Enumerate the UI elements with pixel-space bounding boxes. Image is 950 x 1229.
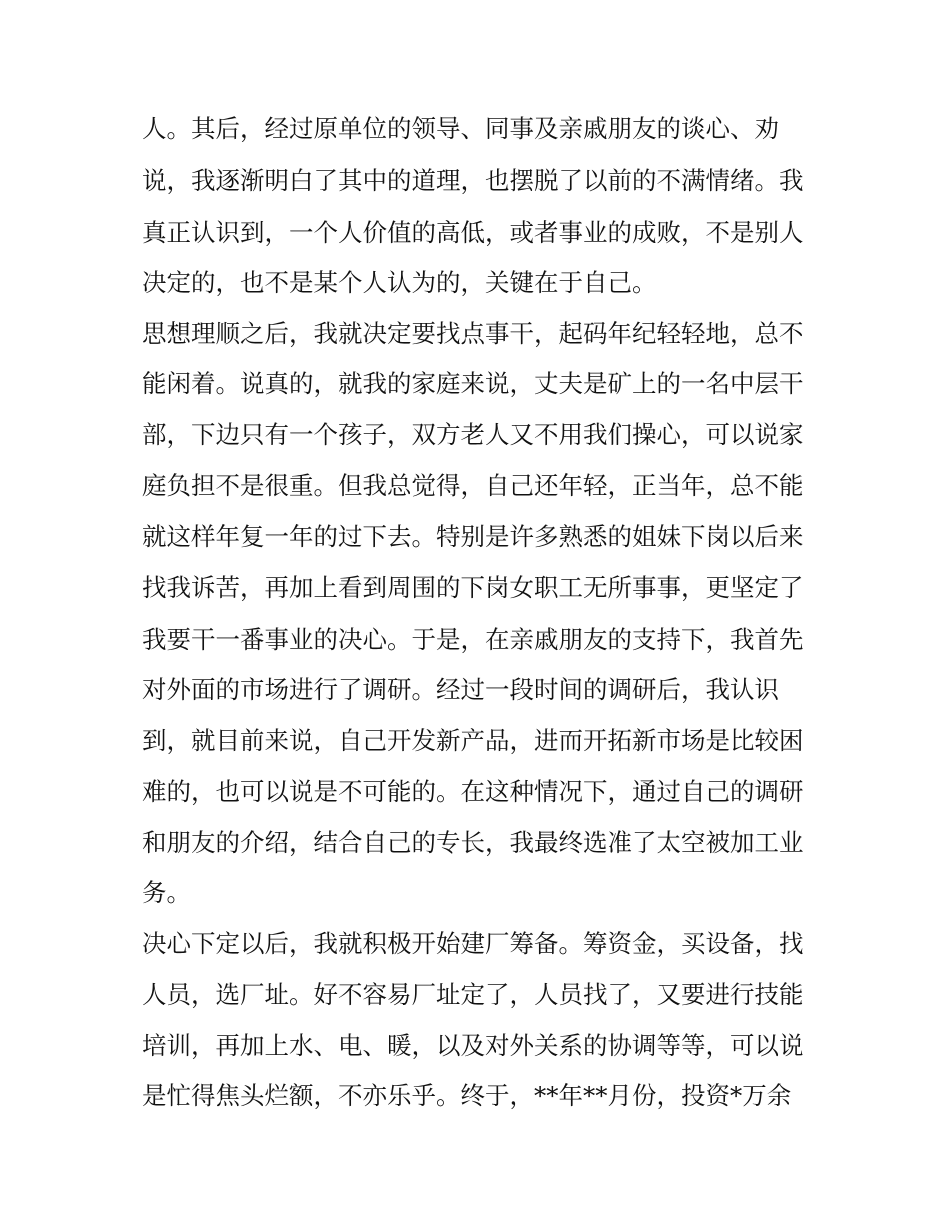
text-line: 庭负担不是很重。但我总觉得，自己还年轻，正当年，总不能	[142, 471, 804, 500]
text-line: 人。其后，经过原单位的领导、同事及亲戚朋友的谈心、劝	[142, 114, 779, 143]
text-line: 说，我逐渐明白了其中的道理，也摆脱了以前的不满情绪。我	[142, 166, 804, 195]
text-line: 人员，选厂址。好不容易厂址定了，人员找了，又要进行技能	[142, 980, 804, 1009]
text-line: 决心下定以后，我就积极开始建厂筹备。筹资金，买设备，找	[142, 929, 804, 958]
text-line: 部，下边只有一个孩子，双方老人又不用我们操心，可以说家	[142, 420, 804, 449]
text-line: 对外面的市场进行了调研。经过一段时间的调研后，我认识	[142, 675, 779, 704]
text-line: 真正认识到，一个人价值的高低，或者事业的成败，不是别人	[142, 218, 804, 247]
text-line: 就这样年复一年的过下去。特别是许多熟悉的姐妹下岗以后来	[142, 522, 804, 551]
text-line: 决定的，也不是某个人认为的，关键在于自己。	[142, 268, 657, 297]
text-line: 是忙得焦头烂额，不亦乐乎。终于，**年**月份，投资*万余	[142, 1081, 792, 1110]
text-line: 务。	[142, 878, 191, 907]
text-line: 思想理顺之后，我就决定要找点事干，起码年纪轻轻地，总不	[142, 319, 804, 348]
text-line: 找我诉苦，再加上看到周围的下岗女职工无所事事，更坚定了	[142, 573, 804, 602]
text-line: 能闲着。说真的，就我的家庭来说，丈夫是矿上的一名中层干	[142, 369, 804, 398]
text-line: 难的，也可以说是不可能的。在这种情况下，通过自己的调研	[142, 777, 804, 806]
text-line: 培训，再加上水、电、暖，以及对外关系的协调等等，可以说	[142, 1031, 804, 1060]
text-line: 我要干一番事业的决心。于是，在亲戚朋友的支持下，我首先	[142, 625, 804, 654]
text-line: 和朋友的介绍，结合自己的专长，我最终选准了太空被加工业	[142, 828, 804, 857]
text-line: 到，就目前来说，自己开发新产品，进而开拓新市场是比较困	[142, 726, 804, 755]
